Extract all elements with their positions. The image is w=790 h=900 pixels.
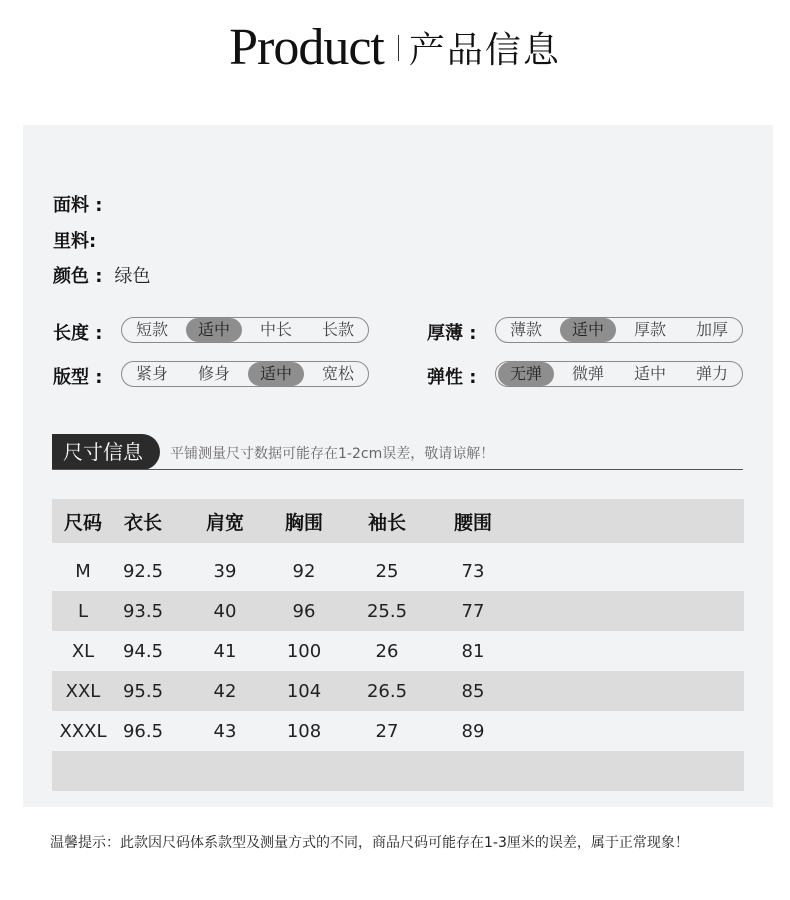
- page-header: [0, 18, 790, 78]
- info-lining-label: 里料:: [53, 231, 97, 252]
- cell-length: 93.5: [122, 600, 164, 622]
- table-row-empty: [52, 751, 744, 791]
- cell-sleeve: 26.5: [366, 680, 408, 702]
- cell-length: 96.5: [122, 720, 164, 742]
- attr-length-option-selected[interactable]: 适中: [186, 318, 242, 342]
- cell-chest: 100: [286, 640, 322, 662]
- header-shoulder: 肩宽: [205, 511, 244, 534]
- table-row: [52, 591, 744, 631]
- title-divider: [398, 35, 399, 61]
- header-waist: 腰围: [453, 511, 492, 534]
- cell-sleeve: 25: [375, 560, 399, 582]
- cell-chest: 108: [286, 720, 322, 742]
- table-row: [52, 711, 744, 751]
- cell-waist: 85: [461, 680, 485, 702]
- attr-length-option[interactable]: 长款: [321, 320, 354, 339]
- attr-thickness-option[interactable]: 厚款: [633, 320, 666, 339]
- cell-waist: 73: [461, 560, 485, 582]
- cell-length: 92.5: [122, 560, 164, 582]
- attr-elasticity-selector: [495, 361, 743, 387]
- size-info-title: 尺寸信息: [52, 434, 160, 470]
- title-english: Product: [229, 19, 384, 76]
- attr-fit-option[interactable]: 紧身: [135, 364, 168, 383]
- attr-fit-label: 版型 :: [53, 367, 103, 388]
- header-sleeve: 袖长: [367, 511, 406, 534]
- size-info-note: 平铺测量尺寸数据可能存在1-2cm误差，敬请谅解！: [170, 446, 495, 462]
- attr-length-label: 长度 :: [53, 323, 103, 344]
- attr-elasticity-label: 弹性 :: [427, 367, 477, 388]
- product-info-panel: [23, 125, 773, 807]
- header-size: 尺码: [63, 511, 102, 534]
- attr-thickness-selector: [495, 317, 743, 343]
- cell-shoulder: 39: [213, 560, 237, 582]
- attr-elasticity-option[interactable]: 适中: [633, 364, 666, 383]
- cell-shoulder: 42: [213, 680, 237, 702]
- info-color-value: 绿色: [114, 266, 151, 287]
- size-table-header: [52, 499, 744, 543]
- attr-fit-option[interactable]: 修身: [197, 364, 230, 383]
- attr-thickness-option[interactable]: 薄款: [509, 320, 542, 339]
- info-fabric-label: 面料 :: [53, 195, 103, 216]
- info-color-label: 颜色 :: [53, 266, 103, 287]
- cell-size: XL: [71, 640, 95, 662]
- cell-chest: 96: [292, 600, 316, 622]
- attr-thickness-label: 厚薄 :: [427, 323, 477, 344]
- table-row: [52, 631, 744, 671]
- info-fabric: [53, 191, 114, 217]
- attr-elasticity-option[interactable]: 微弹: [571, 364, 604, 383]
- attr-length-selector: [121, 317, 369, 343]
- cell-shoulder: 41: [213, 640, 237, 662]
- info-lining: [53, 227, 108, 253]
- cell-size: XXXL: [59, 720, 107, 742]
- cell-chest: 92: [292, 560, 316, 582]
- cell-sleeve: 25.5: [366, 600, 408, 622]
- title-chinese: 产品信息: [408, 30, 561, 71]
- header-chest: 胸围: [284, 511, 323, 534]
- attr-fit-option-selected[interactable]: 适中: [248, 362, 304, 386]
- attr-length-option[interactable]: 中长: [259, 320, 292, 339]
- table-row: [52, 551, 744, 591]
- cell-length: 94.5: [122, 640, 164, 662]
- cell-shoulder: 43: [213, 720, 237, 742]
- attr-fit-option[interactable]: 宽松: [321, 364, 354, 383]
- footer-note: 温馨提示：此款因尺码体系款型及测量方式的不同，商品尺码可能存在1-3厘米的误差，属于正常现象！: [50, 835, 689, 851]
- cell-size: M: [75, 560, 91, 582]
- cell-shoulder: 40: [213, 600, 237, 622]
- cell-length: 95.5: [122, 680, 164, 702]
- cell-chest: 104: [286, 680, 322, 702]
- attr-elasticity-option[interactable]: 弹力: [695, 364, 728, 383]
- cell-sleeve: 27: [375, 720, 399, 742]
- cell-size: XXL: [65, 680, 101, 702]
- info-color: [53, 262, 150, 288]
- table-row: [52, 671, 744, 711]
- size-info-divider: [52, 469, 743, 470]
- attr-length-option[interactable]: 短款: [135, 320, 168, 339]
- attr-thickness-option[interactable]: 加厚: [695, 320, 728, 339]
- header-length: 衣长: [123, 511, 162, 534]
- cell-waist: 77: [461, 600, 485, 622]
- cell-waist: 81: [461, 640, 485, 662]
- attr-thickness-option-selected[interactable]: 适中: [560, 318, 616, 342]
- size-table: [52, 499, 744, 791]
- attr-elasticity-option-selected[interactable]: 无弹: [498, 362, 554, 386]
- cell-size: L: [77, 600, 89, 622]
- attr-fit-selector: [121, 361, 369, 387]
- cell-sleeve: 26: [375, 640, 399, 662]
- cell-waist: 89: [461, 720, 485, 742]
